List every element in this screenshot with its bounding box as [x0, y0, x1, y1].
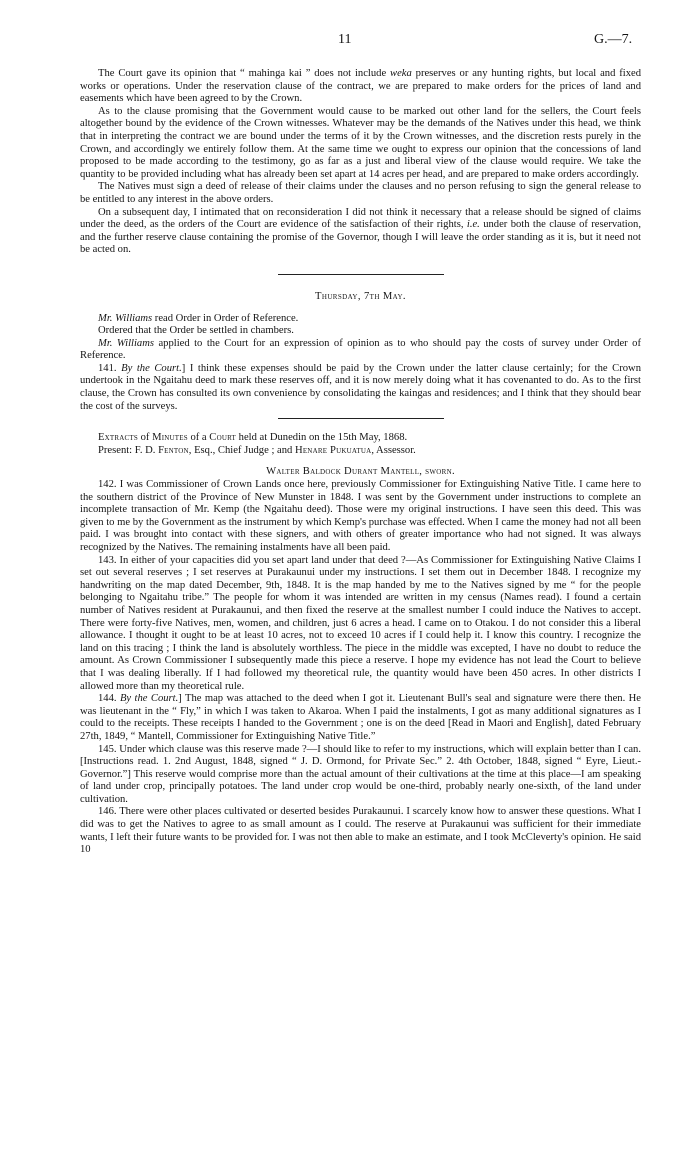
section-divider: [278, 274, 444, 275]
paragraph-146: 146. There were other places cultivated or deserted besides Purakaunui. I scarcely know how to answer these questions. What I did was to get the Natives to agree to as small amount as I could. The reserve at Purakaunui was sufficient for their immediate wants, I left their future wants to be provided for. I was not then able to make an estimate, and I took McCleverty's opinion. He said 10: [80, 806, 641, 856]
paragraph-143: 143. In either of your capacities did you set apart land under that deed ?—As Commissioner for Extinguishing Native Claims I set out several reserves ; I set reserves at Purakaunui under my instructions. I set them out in December 1848. I recognize my handwriting on the map dated December, 9th, 1848. It is the map handed by me to the Natives signed by me “ for the people belonging to Ngaitahu tribe.” The people for whom it was intended are written in my census (Names read). I found a certain number of Natives resident at Purakaunui, and then fixed the reserve at the smallest number I could induce the Natives to accept. There were forty-five Natives, men, women, and children, just 6 acres a head. I came on to Otakou. I do not consider this a liberal allowance. I thought it ought to be at least 10 acres, not to exceed 10 acres if I could help it. I know this country. I recognize the land on this tracing ; I think the land is absolutely worthless. The piece in the middle was excepted, I have no doubt to reduce the amount. As Crown Commissioner I subsequently made this piece a reserve. I hope my evidence has not lead the Court to believe that I was dealing liberally. If I had followed my theoretical rule, the quantity would have been 450 acres. In other districts I allowed more than my theoretical rule.: [80, 554, 641, 692]
paragraph-142: 142. I was Commissioner of Crown Lands once here, previously Commissioner for Extinguishing Native Title. I came here to the southern district of the Province of New Munster in 1848. I was sent by the Government under instructions to complete an incomplete transaction of Mr. Kemp (the Ngaitahu deed). Those were my original instructions. I have seen this deed. This was given to me by the Government as the instrument by which Kemp's purchase was effected. When I came the money had not all been paid. I was brought into contact with these signers, and with others of greater importance who had not signed. It was always recognized by the Natives. The remaining instalments have all been paid.: [80, 479, 641, 553]
paragraph-144: 144. By the Court.] The map was attached to the deed when I got it. Lieutenant Bull's seal and signature were there then. He was lieutenant in the “ Fly,” in which I was taken to Akaroa. When I paid the instalments, I got as many additional signatures as I could to the receipts. These receipts I handed to the Government ; one is on the deed [Read in Maori and English], dated February 27th, 1849, “ Mantell, Commissioner for Extinguishing Native Title.”: [80, 693, 641, 742]
paragraph-subsequent-day: On a subsequent day, I intimated that on reconsideration I did not think it necessary that a release should be signed of claims under the deed, as the orders of the Court are evidence of the satisfaction of their rights, i.e. under both the clause of reservation, and the further reserve clause containing the promise of the Governor, though I will leave the order standing as it is, but it need not be acted on.: [80, 206, 641, 256]
paragraph-order-read: Mr. Williams read Order in Order of Reference.: [98, 312, 299, 324]
paragraph-court-opinion: The Court gave its opinion that “ mahinga kai ” does not include weka preserves or any hunting rights, but local and fixed works or operations. Under the reservation clause of the contract, we are prepared to make orders for the prices of land and easements which have been agreed to by the Crown.: [80, 68, 641, 105]
running-header: [0, 34, 700, 50]
paragraph-ordered: Ordered that the Order be settled in chambers.: [98, 325, 294, 337]
witness-heading: Walter Baldock Durant Mantell, sworn.: [266, 466, 455, 478]
paragraph-141: 141. By the Court.] I think these expenses should be paid by the Crown under the latter clause certainly; for the Crown undertook in the Ngaitahu deed to mark these reserves off, and it is now merely doing what it has covenanted to do. As to the first clause, the Crown has consulted its own convenience by consolidating the kaingas and residences; and I think that they should bear the cost of the surveys.: [80, 362, 641, 412]
minutes-extract-heading: Extracts of Minutes of a Court held at Dunedin on the 15th May, 1868.: [98, 432, 408, 444]
paragraph-costs-application: Mr. Williams applied to the Court for an expression of opinion as to who should pay the costs of survey under Order of Reference.: [80, 337, 641, 362]
section-divider: [278, 418, 444, 419]
document-code: G.—7.: [594, 32, 633, 47]
present-line: Present: F. D. Fenton, Esq., Chief Judge ; and Henare Pukuatua, Assessor.: [98, 444, 416, 456]
paragraph-deed-release: The Natives must sign a deed of release of their claims under the clauses and no person refusing to sign the general release to be entitled to any interest in the above orders.: [80, 181, 641, 205]
document-body: [80, 68, 641, 857]
page-number: 11: [338, 32, 352, 47]
paragraph-clause-promise: As to the clause promising that the Government would cause to be marked out other land for the sellers, the Court feels altogether bound by the evidence of the Crown witnesses. Whatever may be the demands of the Natives under this head, we think that in interpreting the contract we are bound under the terms of it by the Crown witnesses, and the discretion rests purely in the Crown, and accordingly we entirely follow them. At the same time we ought to express our opinion that the concessions of land proposed to be made according to the testimony, go as far as a just and liberal view of the clause would require. We take the quantity to be provided including what has already been set apart at 14 acres per head, and are prepared to make orders accordingly.: [80, 105, 641, 180]
date-heading: Thursday, 7th May.: [315, 290, 406, 302]
paragraph-145: 145. Under which clause was this reserve made ?—I should like to refer to my instructions, which will explain better than I can. [Instructions read. 1. 2nd August, 1848, signed “ J. D. Ormond, for Private Sec.” 2. 4th October, 1848, signed “ Eyre, Lieut.-Governor.”] This reserve would comprise more than the actual amount of their cultivations at the time at this place—I am speaking of land under crop, principally potatoes. The land under crop would be one-third, probably nearly one-sixth, of the land under cultivation.: [80, 743, 641, 805]
